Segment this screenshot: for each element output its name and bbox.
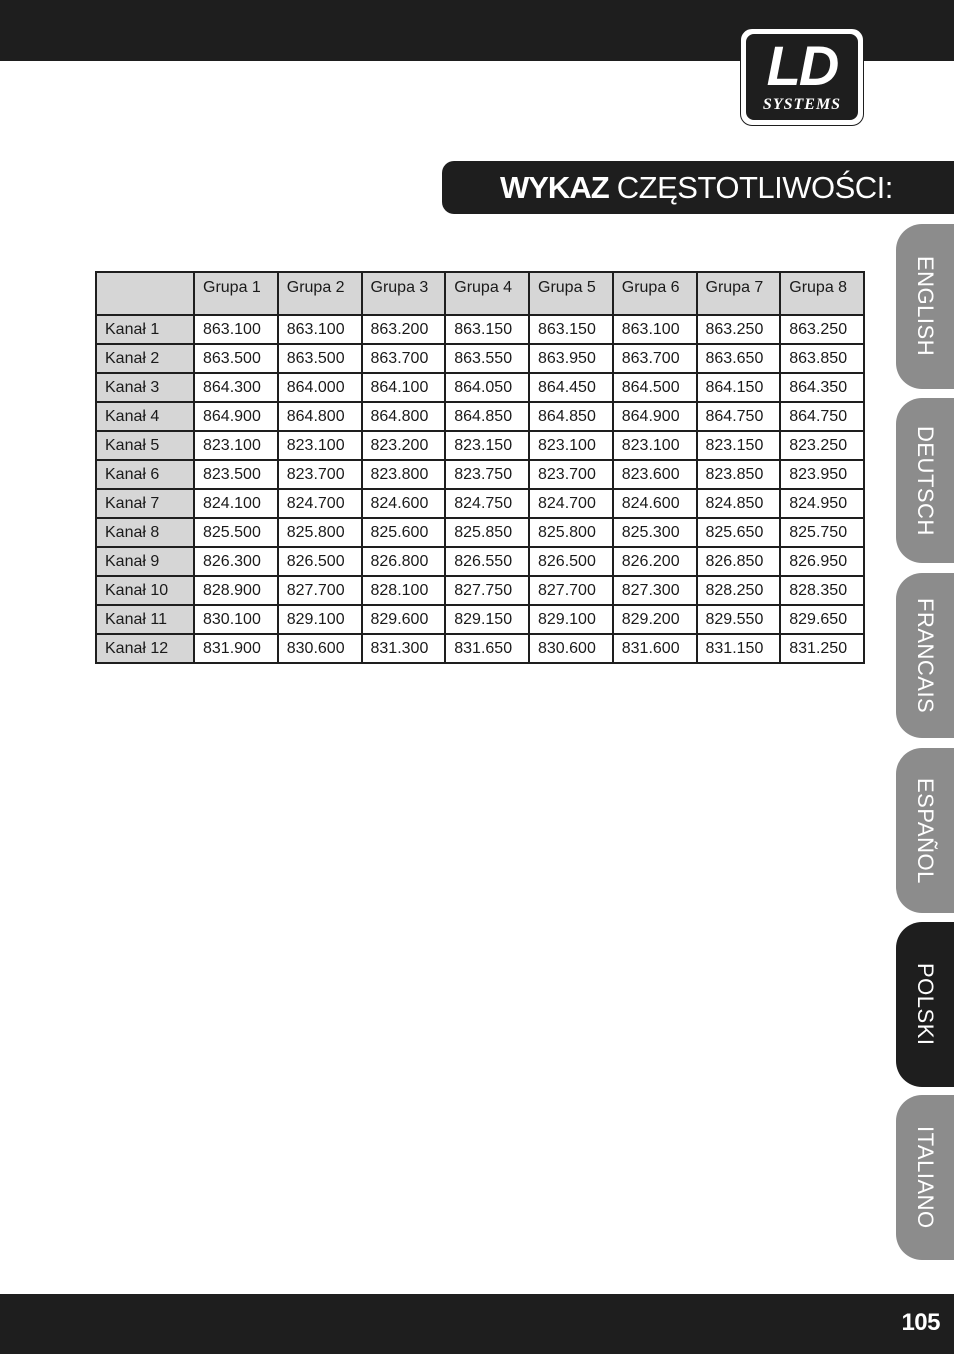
language-tab-italiano[interactable]	[896, 1095, 954, 1260]
table-cell: 829.650	[780, 605, 864, 634]
table-cell: 864.350	[780, 373, 864, 402]
frequency-table	[95, 271, 865, 664]
table-cell: 824.700	[278, 489, 362, 518]
row-label: Kanał 11	[96, 605, 194, 634]
table-body	[96, 315, 864, 663]
language-tab-english[interactable]	[896, 224, 954, 389]
table-cell: 863.100	[194, 315, 278, 344]
table-cell: 863.850	[780, 344, 864, 373]
table-cell: 824.600	[362, 489, 446, 518]
language-tab-espaol[interactable]	[896, 748, 954, 913]
table-cell: 864.800	[278, 402, 362, 431]
table-cell: 829.550	[697, 605, 781, 634]
row-label: Kanał 1	[96, 315, 194, 344]
table-cell: 823.100	[278, 431, 362, 460]
table-cell: 823.700	[529, 460, 613, 489]
table-cell: 864.300	[194, 373, 278, 402]
table-row	[96, 547, 864, 576]
table-cell: 823.750	[445, 460, 529, 489]
logo-sub-text: SYSTEMS	[762, 96, 842, 113]
table-cell: 826.500	[529, 547, 613, 576]
table-cell: 825.650	[697, 518, 781, 547]
table-cell: 823.150	[445, 431, 529, 460]
table-row	[96, 634, 864, 663]
table-cell: 823.850	[697, 460, 781, 489]
table-cell: 826.300	[194, 547, 278, 576]
table-cell: 831.150	[697, 634, 781, 663]
row-label: Kanał 5	[96, 431, 194, 460]
page-number: 105	[901, 1309, 940, 1336]
table-cell: 864.150	[697, 373, 781, 402]
table-cell: 863.500	[278, 344, 362, 373]
logo-main-text: LD	[766, 34, 838, 97]
row-label: Kanał 3	[96, 373, 194, 402]
table-cell: 823.950	[780, 460, 864, 489]
table-cell: 863.550	[445, 344, 529, 373]
table-cell: 830.600	[278, 634, 362, 663]
column-header: Grupa 5	[529, 272, 613, 315]
column-header: Grupa 2	[278, 272, 362, 315]
table-cell: 826.850	[697, 547, 781, 576]
table-cell: 863.200	[362, 315, 446, 344]
table-cell: 823.200	[362, 431, 446, 460]
table-cell: 823.800	[362, 460, 446, 489]
column-header: Grupa 4	[445, 272, 529, 315]
table-cell: 831.650	[445, 634, 529, 663]
table-cell: 823.100	[194, 431, 278, 460]
table-row	[96, 431, 864, 460]
column-header: Grupa 8	[780, 272, 864, 315]
table-cell: 864.750	[697, 402, 781, 431]
table-cell: 863.700	[613, 344, 697, 373]
table-cell: 826.800	[362, 547, 446, 576]
row-label: Kanał 9	[96, 547, 194, 576]
table-cell: 863.500	[194, 344, 278, 373]
table-cell: 824.700	[529, 489, 613, 518]
row-label: Kanał 8	[96, 518, 194, 547]
table-cell: 831.250	[780, 634, 864, 663]
logo-badge	[744, 32, 860, 122]
column-header: Grupa 3	[362, 272, 446, 315]
language-tab-label: POLSKI	[913, 963, 938, 1046]
table-row	[96, 315, 864, 344]
language-tab-label: ITALIANO	[913, 1126, 938, 1229]
row-label: Kanał 2	[96, 344, 194, 373]
table-cell: 864.750	[780, 402, 864, 431]
table-cell: 827.700	[529, 576, 613, 605]
table-cell: 823.100	[613, 431, 697, 460]
table-row	[96, 373, 864, 402]
table-cell: 823.100	[529, 431, 613, 460]
table-cell: 826.200	[613, 547, 697, 576]
table-cell: 864.000	[278, 373, 362, 402]
table-cell: 827.300	[613, 576, 697, 605]
table-cell: 863.100	[278, 315, 362, 344]
table-cell: 823.500	[194, 460, 278, 489]
table-cell: 864.100	[362, 373, 446, 402]
table-cell: 826.550	[445, 547, 529, 576]
language-tab-label: ESPAÑOL	[913, 777, 938, 884]
table-cell: 863.650	[697, 344, 781, 373]
language-tab-polski[interactable]	[896, 922, 954, 1087]
table-cell: 825.800	[529, 518, 613, 547]
column-header: Grupa 1	[194, 272, 278, 315]
table-row	[96, 518, 864, 547]
table-row	[96, 344, 864, 373]
table-cell: 827.750	[445, 576, 529, 605]
table-cell: 825.800	[278, 518, 362, 547]
section-title-rest: CZĘSTOTLIWOŚCI:	[616, 170, 893, 205]
table-row	[96, 460, 864, 489]
row-label: Kanał 12	[96, 634, 194, 663]
table-cell: 864.850	[529, 402, 613, 431]
row-label: Kanał 10	[96, 576, 194, 605]
table-cell: 824.600	[613, 489, 697, 518]
table-cell: 823.600	[613, 460, 697, 489]
table-cell: 864.900	[194, 402, 278, 431]
table-cell: 823.250	[780, 431, 864, 460]
table-cell: 826.950	[780, 547, 864, 576]
row-label: Kanał 4	[96, 402, 194, 431]
table-cell: 825.600	[362, 518, 446, 547]
table-cell: 863.250	[697, 315, 781, 344]
table-cell: 864.900	[613, 402, 697, 431]
table-cell: 863.100	[613, 315, 697, 344]
table-cell: 864.850	[445, 402, 529, 431]
table-cell: 863.700	[362, 344, 446, 373]
table-corner-cell	[96, 272, 194, 315]
table-cell: 825.850	[445, 518, 529, 547]
language-tab-label: ENGLISH	[913, 256, 938, 357]
table-cell: 825.500	[194, 518, 278, 547]
row-label: Kanał 7	[96, 489, 194, 518]
table-row	[96, 605, 864, 634]
table-cell: 828.900	[194, 576, 278, 605]
table-cell: 831.300	[362, 634, 446, 663]
column-header: Grupa 6	[613, 272, 697, 315]
table-cell: 863.950	[529, 344, 613, 373]
language-tab-deutsch[interactable]	[896, 398, 954, 563]
table-cell: 829.200	[613, 605, 697, 634]
ld-systems-logo	[740, 28, 864, 126]
table-cell: 829.100	[529, 605, 613, 634]
table-cell: 829.100	[278, 605, 362, 634]
table-cell: 825.750	[780, 518, 864, 547]
table-header-row	[96, 272, 864, 315]
bottom-bar	[0, 1294, 954, 1354]
table-cell: 864.500	[613, 373, 697, 402]
table-cell: 863.250	[780, 315, 864, 344]
table-cell: 824.950	[780, 489, 864, 518]
table-cell: 864.450	[529, 373, 613, 402]
table-cell: 824.100	[194, 489, 278, 518]
table-cell: 824.850	[697, 489, 781, 518]
section-title	[500, 170, 893, 206]
section-title-bold: WYKAZ	[500, 170, 609, 205]
table-cell: 831.900	[194, 634, 278, 663]
column-header: Grupa 7	[697, 272, 781, 315]
table-cell: 828.250	[697, 576, 781, 605]
table-cell: 864.050	[445, 373, 529, 402]
table-cell: 829.600	[362, 605, 446, 634]
table-cell: 825.300	[613, 518, 697, 547]
section-title-bar	[442, 161, 954, 214]
row-label: Kanał 6	[96, 460, 194, 489]
table-cell: 830.600	[529, 634, 613, 663]
table-cell: 823.700	[278, 460, 362, 489]
table-cell: 828.350	[780, 576, 864, 605]
language-tab-label: DEUTSCH	[913, 425, 938, 536]
table-cell: 831.600	[613, 634, 697, 663]
table-cell: 824.750	[445, 489, 529, 518]
table-cell: 827.700	[278, 576, 362, 605]
language-tab-label: FRANCAIS	[913, 597, 938, 714]
table-row	[96, 576, 864, 605]
table-cell: 863.150	[445, 315, 529, 344]
table-cell: 828.100	[362, 576, 446, 605]
table-cell: 864.800	[362, 402, 446, 431]
table-cell: 830.100	[194, 605, 278, 634]
table-cell: 823.150	[697, 431, 781, 460]
table-cell: 826.500	[278, 547, 362, 576]
table-cell: 863.150	[529, 315, 613, 344]
table-cell: 829.150	[445, 605, 529, 634]
table-row	[96, 489, 864, 518]
language-tab-francais[interactable]	[896, 573, 954, 738]
table-header	[96, 272, 864, 315]
table-row	[96, 402, 864, 431]
